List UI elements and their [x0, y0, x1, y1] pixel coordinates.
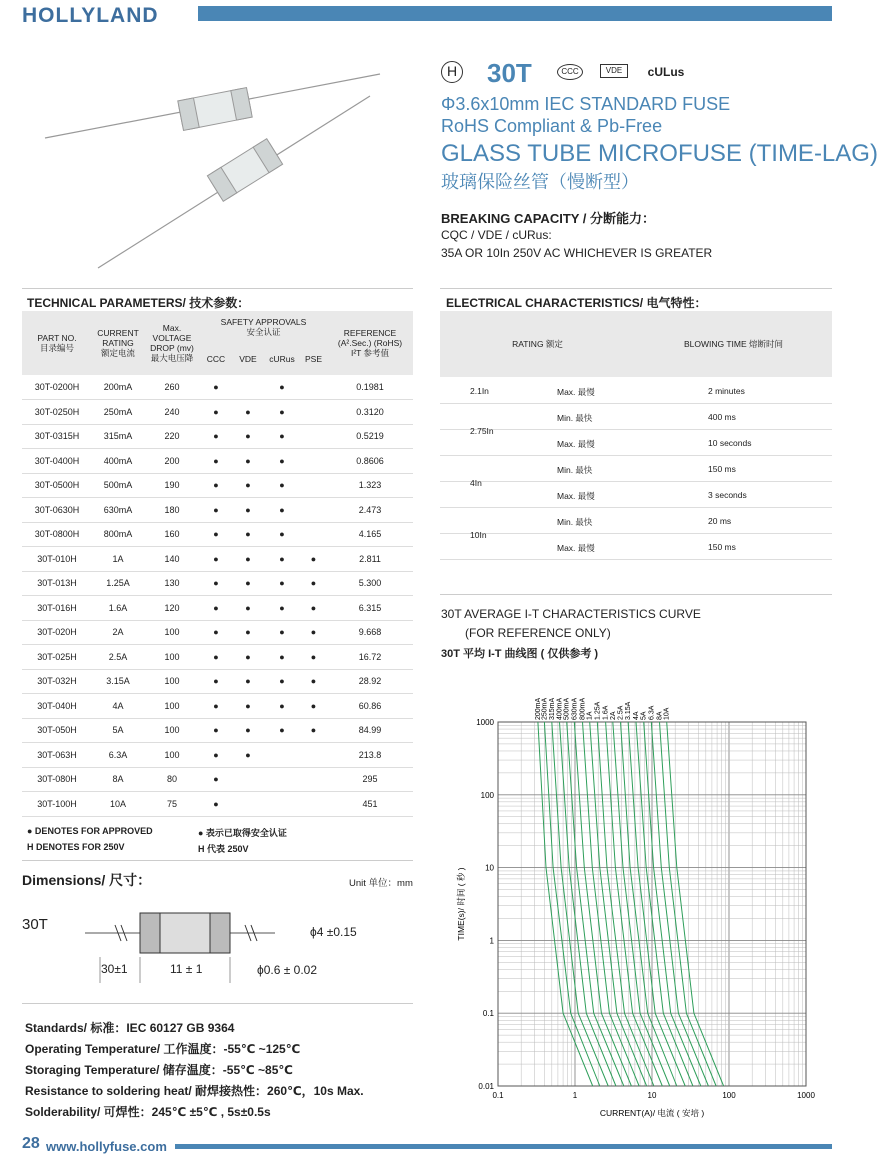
tech-cell-curus: ● — [264, 375, 300, 400]
series-line — [597, 722, 654, 1086]
tech-cell-curus — [264, 767, 300, 792]
tech-cell-pse: ● — [300, 620, 327, 645]
breaking-title: BREAKING CAPACITY / 分断能力： — [441, 211, 656, 226]
tech-cell-vde — [232, 792, 264, 817]
tech-cell-current: 3.15A — [92, 669, 144, 694]
lead-length: 30±1 — [101, 962, 128, 976]
tech-cell-pse: ● — [300, 645, 327, 670]
tech-cell-ref: 1.323 — [327, 473, 413, 498]
tech-cell-current: 2.5A — [92, 645, 144, 670]
tech-cell-current: 250mA — [92, 400, 144, 425]
tech-cell-drop: 220 — [144, 424, 200, 449]
series-line — [606, 722, 663, 1086]
tech-cell-drop: 100 — [144, 694, 200, 719]
elec-row — [440, 456, 832, 488]
series-label: 1.25A — [594, 701, 602, 720]
tech-cell-ccc: ● — [200, 473, 232, 498]
lead-diameter: ϕ0.6 ± 0.02 — [257, 963, 318, 977]
x-tick-label: 1 — [572, 1091, 578, 1100]
spec-standards: Standards/ 标准：IEC 60127 GB 9364 — [25, 1021, 235, 1035]
tech-row — [22, 522, 413, 547]
tech-cell-ref: 28.92 — [327, 669, 413, 694]
elec-cell-time: 10 seconds — [708, 438, 752, 448]
tech-cell-pse — [300, 743, 327, 768]
tech-cell-ccc: ● — [200, 792, 232, 817]
tech-cell-pse — [300, 767, 327, 792]
tech-cell-pse — [300, 375, 327, 400]
series-label: 400mA — [556, 697, 564, 720]
spec-operating-temp: Operating Temperature/ 工作温度：-55℃ ~125℃ — [25, 1042, 301, 1056]
tech-cell-drop: 140 — [144, 547, 200, 572]
body-length: 11 ± 1 — [170, 962, 203, 976]
tech-cell-pse — [300, 522, 327, 547]
tech-cell-vde: ● — [232, 522, 264, 547]
tech-cell-ref: 4.165 — [327, 522, 413, 547]
product-name-cn: 玻璃保险丝管（慢断型） — [441, 172, 639, 192]
tech-row — [22, 694, 413, 719]
x-tick-label: 1000 — [797, 1091, 815, 1100]
tech-cell-drop: 100 — [144, 669, 200, 694]
tech-cell-current: 1.6A — [92, 596, 144, 621]
series-line — [574, 722, 631, 1086]
tech-row — [22, 718, 413, 743]
series-label: 1A — [586, 711, 594, 720]
tech-cell-pse — [300, 449, 327, 474]
tech-cell-ccc: ● — [200, 645, 232, 670]
tech-row — [22, 473, 413, 498]
tech-cell-ref: 2.473 — [327, 498, 413, 523]
tech-cell-drop: 100 — [144, 645, 200, 670]
elec-cell-time: 20 ms — [708, 516, 732, 526]
elec-cell-time: 400 ms — [708, 412, 736, 422]
y-tick-label: 1000 — [476, 718, 494, 727]
series-line — [583, 722, 640, 1086]
tech-cell-curus: ● — [264, 620, 300, 645]
tech-title: TECHNICAL PARAMETERS/ 技术参数： — [27, 296, 250, 310]
tech-cell-drop: 180 — [144, 498, 200, 523]
tech-cell-vde: ● — [232, 718, 264, 743]
series-label: 2.5A — [617, 705, 625, 720]
tech-cell-curus: ● — [264, 498, 300, 523]
model-title: 30T — [487, 58, 532, 88]
product-name: GLASS TUBE MICROFUSE (TIME-LAG) — [441, 140, 878, 167]
tech-cell-vde: ● — [232, 620, 264, 645]
tech-cell-vde: ● — [232, 596, 264, 621]
tech-row — [22, 375, 413, 400]
page-number: 28 — [22, 1135, 40, 1152]
tech-cell-ref: 0.8606 — [327, 449, 413, 474]
tech-cell-drop: 200 — [144, 449, 200, 474]
tech-row — [22, 400, 413, 425]
tech-cell-ref: 6.315 — [327, 596, 413, 621]
tech-cell-ccc: ● — [200, 743, 232, 768]
elec-cell-rating: 2.75In — [470, 426, 494, 436]
footer-url[interactable]: www.hollyfuse.com — [46, 1139, 167, 1154]
elec-cell-limit: Min. 最快 — [557, 465, 593, 475]
elec-row — [440, 378, 832, 404]
tech-cell-drop: 80 — [144, 767, 200, 792]
tech-cell-part: 30T-016H — [22, 596, 92, 621]
x-tick-label: 100 — [722, 1091, 736, 1100]
tech-cell-part: 30T-0200H — [22, 375, 92, 400]
y-axis-label: TIME(s)/ 时间 ( 秒 ) — [456, 867, 466, 941]
tech-cell-vde: ● — [232, 473, 264, 498]
tech-cell-drop: 160 — [144, 522, 200, 547]
tech-cell-current: 10A — [92, 792, 144, 817]
tech-cell-current: 5A — [92, 718, 144, 743]
breaking-line-1: CQC / VDE / cURus: — [441, 228, 552, 242]
tech-cell-drop: 240 — [144, 400, 200, 425]
tech-cell-vde: ● — [232, 449, 264, 474]
tech-cell-part: 30T-013H — [22, 571, 92, 596]
elec-row — [440, 482, 832, 508]
tech-cell-curus: ● — [264, 473, 300, 498]
tech-cell-ref: 451 — [327, 792, 413, 817]
curve-title-cn: 30T 平均 I-T 曲线图 ( 仅供参考 ) — [441, 648, 599, 660]
spec-storage-temp: Storaging Temperature/ 储存温度：-55℃ ~85℃ — [25, 1063, 293, 1077]
tech-cell-part: 30T-0400H — [22, 449, 92, 474]
series-label: 2A — [609, 711, 617, 720]
tech-cell-pse: ● — [300, 694, 327, 719]
tech-cell-current: 4A — [92, 694, 144, 719]
legend-approved: ● DENOTES FOR APPROVED — [27, 826, 153, 836]
x-tick-label: 0.1 — [492, 1091, 504, 1100]
it-curve-chart — [450, 690, 832, 1130]
tech-row — [22, 498, 413, 523]
tech-cell-vde: ● — [232, 498, 264, 523]
tech-cell-current: 500mA — [92, 473, 144, 498]
tech-cell-drop: 100 — [144, 743, 200, 768]
elec-cell-limit: Max. 最慢 — [557, 439, 595, 449]
tech-cell-vde: ● — [232, 694, 264, 719]
tech-cell-part: 30T-063H — [22, 743, 92, 768]
tech-cell-part: 30T-040H — [22, 694, 92, 719]
tech-cell-curus — [264, 792, 300, 817]
tech-cell-curus: ● — [264, 645, 300, 670]
tech-cell-pse — [300, 400, 327, 425]
tech-cell-curus: ● — [264, 400, 300, 425]
tech-cell-ref: 213.8 — [327, 743, 413, 768]
series-label: 250mA — [541, 697, 549, 720]
dim-model-label: 30T — [22, 916, 48, 933]
tech-cell-ccc: ● — [200, 498, 232, 523]
elec-row — [440, 404, 832, 436]
elec-table: RATING 额定 BLOWING TIME 熔断时间 — [440, 311, 832, 377]
elec-cell-limit: Max. 最慢 — [557, 543, 595, 553]
tech-cell-curus: ● — [264, 449, 300, 474]
tech-cell-pse: ● — [300, 669, 327, 694]
curve-subtitle: (FOR REFERENCE ONLY) — [465, 626, 611, 640]
tech-cell-drop: 120 — [144, 596, 200, 621]
tech-cell-ref: 0.3120 — [327, 400, 413, 425]
tech-cell-vde: ● — [232, 571, 264, 596]
elec-cell-time: 2 minutes — [708, 386, 745, 396]
tech-cell-vde: ● — [232, 645, 264, 670]
tech-cell-part: 30T-0800H — [22, 522, 92, 547]
legend-250v-cn: H 代表 250V — [198, 844, 249, 854]
subtitle-size: Φ3.6x10mm IEC STANDARD FUSE — [441, 94, 731, 114]
tech-cell-part: 30T-050H — [22, 718, 92, 743]
tech-cell-vde: ● — [232, 547, 264, 572]
series-label: 1.6A — [602, 705, 610, 720]
tech-cell-drop: 130 — [144, 571, 200, 596]
brand-logo: HOLLYLAND — [22, 4, 159, 27]
tech-row — [22, 669, 413, 694]
tech-row — [22, 645, 413, 670]
tech-cell-pse — [300, 424, 327, 449]
tech-cell-part: 30T-020H — [22, 620, 92, 645]
tech-cell-ref: 84.99 — [327, 718, 413, 743]
tech-cell-part: 30T-0250H — [22, 400, 92, 425]
tech-cell-drop: 260 — [144, 375, 200, 400]
tech-cell-current: 2A — [92, 620, 144, 645]
series-line — [544, 722, 599, 1086]
tech-cell-part: 30T-0315H — [22, 424, 92, 449]
tech-cell-part: 30T-032H — [22, 669, 92, 694]
tech-cell-pse: ● — [300, 547, 327, 572]
tech-cell-ref: 0.1981 — [327, 375, 413, 400]
tech-cell-ccc: ● — [200, 620, 232, 645]
tech-cell-curus: ● — [264, 571, 300, 596]
tech-cell-drop: 75 — [144, 792, 200, 817]
tech-cell-vde — [232, 767, 264, 792]
tech-row — [22, 449, 413, 474]
tech-cell-ref: 0.5219 — [327, 424, 413, 449]
tech-cell-ref: 2.811 — [327, 547, 413, 572]
tech-cell-ccc: ● — [200, 424, 232, 449]
tech-cell-vde: ● — [232, 400, 264, 425]
series-label: 800mA — [579, 697, 587, 720]
x-tick-label: 10 — [647, 1091, 657, 1100]
tech-cell-ccc: ● — [200, 571, 232, 596]
tech-cell-vde: ● — [232, 669, 264, 694]
tech-cell-curus: ● — [264, 424, 300, 449]
series-label: 8A — [656, 711, 664, 720]
tech-cell-curus: ● — [264, 669, 300, 694]
tech-cell-ccc: ● — [200, 449, 232, 474]
y-tick-label: 0.1 — [482, 1009, 494, 1019]
tech-row — [22, 547, 413, 572]
elec-rows — [440, 378, 832, 560]
spec-soldering-heat: Resistance to soldering heat/ 耐焊接热性：260℃，10s Max. — [25, 1084, 364, 1098]
ul-cert-icon: cULus — [647, 65, 685, 79]
y-tick-label: 1 — [489, 936, 494, 946]
tech-cell-current: 8A — [92, 767, 144, 792]
elec-row — [440, 534, 832, 560]
x-axis-label: CURRENT(A)/ 电流 ( 安培 ) — [599, 1108, 705, 1118]
tech-cell-current: 315mA — [92, 424, 144, 449]
tech-cell-pse — [300, 473, 327, 498]
tech-cell-current: 1A — [92, 547, 144, 572]
tech-cell-curus — [264, 743, 300, 768]
tech-cell-curus: ● — [264, 694, 300, 719]
tech-cell-ccc: ● — [200, 375, 232, 400]
tech-cell-ccc: ● — [200, 669, 232, 694]
tech-row — [22, 571, 413, 596]
elec-cell-limit: Min. 最快 — [557, 413, 593, 423]
footer-bar — [175, 1144, 832, 1149]
tech-cell-current: 6.3A — [92, 743, 144, 768]
tech-cell-pse — [300, 498, 327, 523]
series-label: 5A — [640, 711, 648, 720]
tech-cell-ccc: ● — [200, 547, 232, 572]
tech-cell-ccc: ● — [200, 767, 232, 792]
tech-cell-curus: ● — [264, 596, 300, 621]
tech-cell-pse — [300, 792, 327, 817]
series-line — [651, 722, 708, 1086]
tech-cell-ref: 5.300 — [327, 571, 413, 596]
tech-cell-current: 800mA — [92, 522, 144, 547]
series-line — [552, 722, 608, 1086]
elec-cell-limit: Max. 最慢 — [557, 387, 595, 397]
fuse-illustration — [40, 70, 390, 280]
tech-cell-curus: ● — [264, 547, 300, 572]
curve-title: 30T AVERAGE I-T CHARACTERISTICS CURVE — [441, 607, 701, 621]
tech-row — [22, 792, 413, 817]
elec-cell-rating: 4In — [470, 478, 482, 488]
elec-cell-limit: Max. 最慢 — [557, 491, 595, 501]
elec-row — [440, 430, 832, 456]
dimensions-title: Dimensions/ 尺寸： — [22, 872, 152, 888]
series-label: 3.15A — [625, 701, 633, 720]
tech-cell-ccc: ● — [200, 522, 232, 547]
ccc-cert-icon: CCC — [557, 64, 583, 80]
tech-cell-ref: 295 — [327, 767, 413, 792]
tech-cell-part: 30T-010H — [22, 547, 92, 572]
tech-cell-drop: 100 — [144, 620, 200, 645]
vde-cert-icon: VDE — [600, 64, 628, 78]
series-label: 500mA — [563, 697, 571, 720]
tech-row — [22, 596, 413, 621]
tech-row — [22, 620, 413, 645]
tech-cell-part: 30T-0630H — [22, 498, 92, 523]
tech-cell-drop: 190 — [144, 473, 200, 498]
tech-cell-curus: ● — [264, 522, 300, 547]
elec-cell-rating: 10In — [470, 530, 487, 540]
tech-cell-part: 30T-100H — [22, 792, 92, 817]
tech-cell-current: 200mA — [92, 375, 144, 400]
y-tick-label: 100 — [480, 790, 494, 800]
tech-cell-ccc: ● — [200, 596, 232, 621]
tech-cell-part: 30T-080H — [22, 767, 92, 792]
tech-row — [22, 767, 413, 792]
elec-row — [440, 508, 832, 540]
body-diameter: ϕ4 ±0.15 — [310, 925, 357, 939]
tech-cell-ref: 16.72 — [327, 645, 413, 670]
unit-label: Unit 单位：mm — [349, 878, 413, 889]
tech-cell-vde: ● — [232, 743, 264, 768]
tech-row — [22, 424, 413, 449]
subtitle-rohs: RoHS Compliant & Pb-Free — [441, 116, 663, 136]
tech-cell-ccc: ● — [200, 694, 232, 719]
y-tick-label: 10 — [485, 863, 494, 873]
tech-cell-current: 1.25A — [92, 571, 144, 596]
tech-cell-ref: 9.668 — [327, 620, 413, 645]
spec-solderability: Solderability/ 可焊性：245℃ ±5℃ , 5s±0.5s — [25, 1105, 271, 1119]
series-label: 6.3A — [648, 705, 656, 720]
series-label: 10A — [663, 707, 671, 720]
h-250v-icon: H — [441, 61, 463, 83]
legend-250v: H DENOTES FOR 250V — [27, 842, 125, 852]
breaking-line-2: 35A OR 10In 250V AC WHICHEVER IS GREATER — [441, 246, 713, 260]
tech-cell-ref: 60.86 — [327, 694, 413, 719]
tech-cell-pse: ● — [300, 718, 327, 743]
tech-cell-drop: 100 — [144, 718, 200, 743]
tech-cell-pse: ● — [300, 571, 327, 596]
tech-cell-part: 30T-0500H — [22, 473, 92, 498]
series-line — [560, 722, 616, 1086]
elec-cell-time: 150 ms — [708, 542, 736, 552]
tech-cell-current: 400mA — [92, 449, 144, 474]
elec-title: ELECTRICAL CHARACTERISTICS/ 电气特性： — [446, 296, 707, 310]
tech-cell-vde: ● — [232, 424, 264, 449]
series-line — [628, 722, 685, 1086]
series-line — [660, 722, 717, 1086]
tech-cell-pse: ● — [300, 596, 327, 621]
elec-cell-time: 150 ms — [708, 464, 736, 474]
elec-cell-time: 3 seconds — [708, 490, 747, 500]
header-bar — [198, 6, 832, 21]
tech-row — [22, 743, 413, 768]
tech-cell-curus: ● — [264, 718, 300, 743]
series-label: 4A — [633, 711, 641, 720]
series-label: 315mA — [548, 697, 556, 720]
tech-cell-vde — [232, 375, 264, 400]
tech-table: PART NO. 目录编号 CURRENT RATING 额定电流 Max. VOLTAGE DROP (mv) 最大电压降 SAFETY APPROVALS 安全认证 REFERENCE (A².Sec.) (RoHS) I²T 参考值 CCC VDE cURus PSE 30T-0200H 200mA 260 ● ● 0.1981 30T-0250H 250mA 240 ● ● ● 0.3120 30T-0315H 315mA 220 ● ● ● 0.5219 30T-0400H 400mA 200 ● ● ● 0.8606 30T-0500H 500mA 190 ● ● ● 1.323 30T-0630H 630mA 180 ● ● ● 2.473 30T-0800H 800mA 160 ● ● ● 4.165 30T-010H 1A 140 ● ● ● ● 2.811 30T-013H 1.25A 130 ● ● ● ● 5.300 30T-016H 1.6A 120 ● ● ● ● 6.315 30T-020H 2A 100 ● ● ● ● 9.668 30T-025H 2.5A 100 ● ● ● ● 16.72 30T-032H 3.15A 100 ● ● ● ● 28.92 30T-040H 4A 100 ● ● ● ● 60.86 30T-050H 5A 100 ● ● ● ● 84.99 30T-063H 6.3A 100 ● ● 213.8 30T-080H 8A 80 ● 295 30T-100H 10A 75 ● 451 — [22, 311, 413, 817]
tech-cell-ccc: ● — [200, 718, 232, 743]
tech-cell-part: 30T-025H — [22, 645, 92, 670]
series-label: 630mA — [571, 697, 579, 720]
tech-cell-current: 630mA — [92, 498, 144, 523]
elec-cell-rating: 2.1In — [470, 386, 489, 396]
y-tick-label: 0.01 — [478, 1082, 494, 1091]
tech-cell-ccc: ● — [200, 400, 232, 425]
series-label: 200mA — [534, 697, 542, 720]
elec-cell-limit: Min. 最快 — [557, 517, 593, 527]
legend-approved-cn: ● 表示已取得安全认证 — [198, 828, 287, 838]
